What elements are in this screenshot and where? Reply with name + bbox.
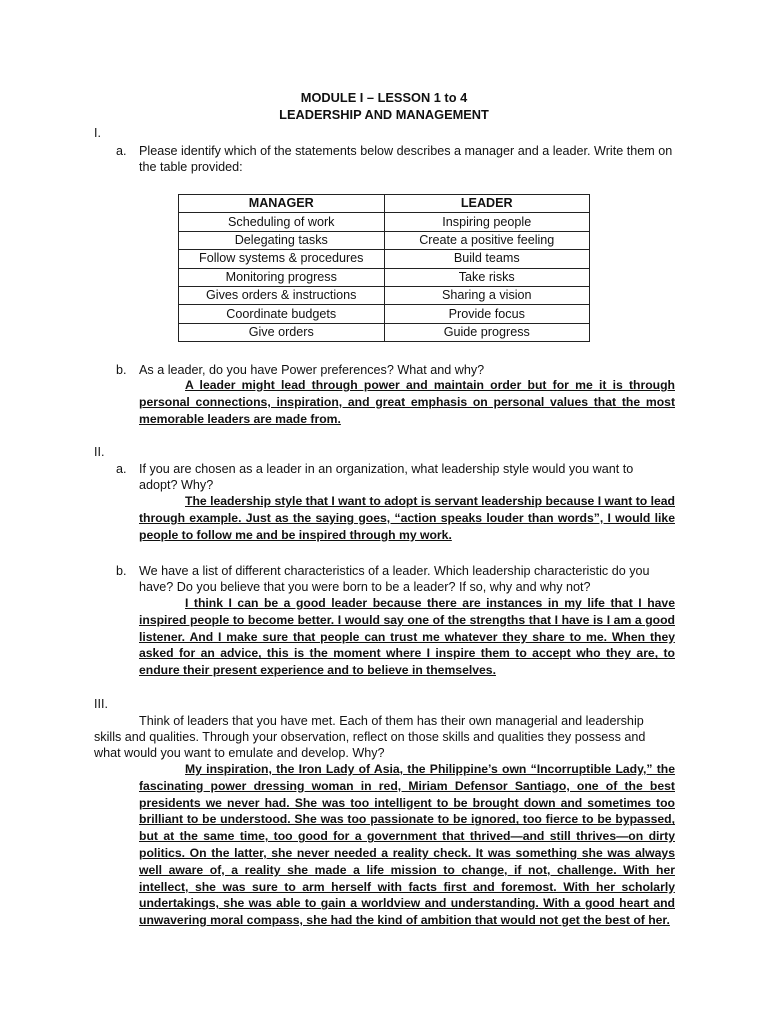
leader-cell: Provide focus [384, 305, 590, 323]
section-2b-answer [139, 595, 675, 679]
section-1b-answer [139, 377, 675, 427]
module-title: MODULE I – LESSON 1 to 4 [300, 90, 468, 105]
leader-cell: Create a positive feeling [384, 231, 590, 249]
table-row [179, 268, 590, 286]
section-3-question [94, 713, 669, 762]
section-1b-answer-text: A leader might lead through power and maintain order but for me it is through personal connections, inspiration, and great emphasis on personal values that the most memorable leaders are made from. [139, 378, 675, 426]
section-1a-marker: a. [116, 144, 127, 158]
leader-cell: Build teams [384, 250, 590, 268]
manager-leader-table [178, 194, 590, 342]
manager-cell: Follow systems & procedures [179, 250, 385, 268]
section-2b-answer-text: I think I can be a good leader because there are instances in my life that I have inspired people to become better. I would say one of the strengths that I have is I am a good listener. And I make sure that people can trust me whatever they share to me. When they asked for an advice, this is the moment where I inspire them to accept who they are, to endure their present experience and to believe in themselves. [139, 596, 675, 678]
leader-cell: Take risks [384, 268, 590, 286]
manager-cell: Coordinate budgets [179, 305, 385, 323]
column-header-leader: LEADER [384, 195, 590, 213]
table-row [179, 286, 590, 304]
section-1a-question: Please identify which of the statements below describes a manager and a leader. Write them on the table provided: [139, 144, 673, 175]
section-2-numeral: II. [94, 445, 105, 459]
section-2b-marker: b. [116, 564, 127, 578]
manager-cell: Scheduling of work [179, 213, 385, 231]
table-row [179, 250, 590, 268]
table-row [179, 213, 590, 231]
section-2a-answer-text: The leadership style that I want to adopt is servant leadership because I want to lead through example. Just as the saying goes, “action speaks louder than words”, I would like people to follow me and be inspired through my work. [139, 494, 675, 542]
manager-cell: Monitoring progress [179, 268, 385, 286]
section-1-numeral: I. [94, 126, 101, 140]
table-row [179, 305, 590, 323]
document-title: LEADERSHIP AND MANAGEMENT [279, 107, 489, 122]
section-2a-answer [139, 493, 675, 543]
section-2b-question: We have a list of different characteristics of a leader. Which leadership characteristic do you have? Do you believe that you were born to be a leader? If so, why and why not? [139, 564, 650, 595]
leader-cell: Inspiring people [384, 213, 590, 231]
section-3-answer-text: My inspiration, the Iron Lady of Asia, the Philippine’s own “Incorruptible Lady,” the fascinating power dressing woman in red, Miriam Defensor Santiago, one of the best presidents we never had. She was too intelligent to be brought down and sometimes too brilliant to be understood. She was too passionate to be ignored, too fierce to be bypassed, but at the same time, too good for a government that thrived—and still thrives—on dirty politics. On the latter, she never needed a reality check. It was something she was always well aware of, a reality she made a life mission to change, if not, challenge. With her intellect, she was sure to arm herself with facts first and foremost. With her scholarly undertakings, she was able to gain a worldview and understanding. With a good heart and unwavering moral compass, she had the kind of ambition that would not get the best of her. [139, 762, 675, 928]
section-2a-question: If you are chosen as a leader in an organization, what leadership style would you want to adopt? Why? [139, 462, 634, 493]
table-header-row [179, 195, 590, 213]
section-3-question-text: Think of leaders that you have met. Each of them has their own managerial and leadership skills and qualities. Through your observation, reflect on those skills and qualities they possess and what would you want to emulate and develop. Why? [94, 714, 646, 761]
table-row [179, 323, 590, 341]
manager-cell: Delegating tasks [179, 231, 385, 249]
section-1b-question: As a leader, do you have Power preferences? What and why? [139, 363, 485, 377]
column-header-manager: MANAGER [179, 195, 385, 213]
table-row [179, 231, 590, 249]
section-3-numeral: III. [94, 697, 108, 711]
manager-cell: Give orders [179, 323, 385, 341]
leader-cell: Guide progress [384, 323, 590, 341]
manager-cell: Gives orders & instructions [179, 286, 385, 304]
section-2a-marker: a. [116, 462, 127, 476]
section-3-answer [139, 761, 675, 929]
section-1b-marker: b. [116, 363, 127, 377]
leader-cell: Sharing a vision [384, 286, 590, 304]
